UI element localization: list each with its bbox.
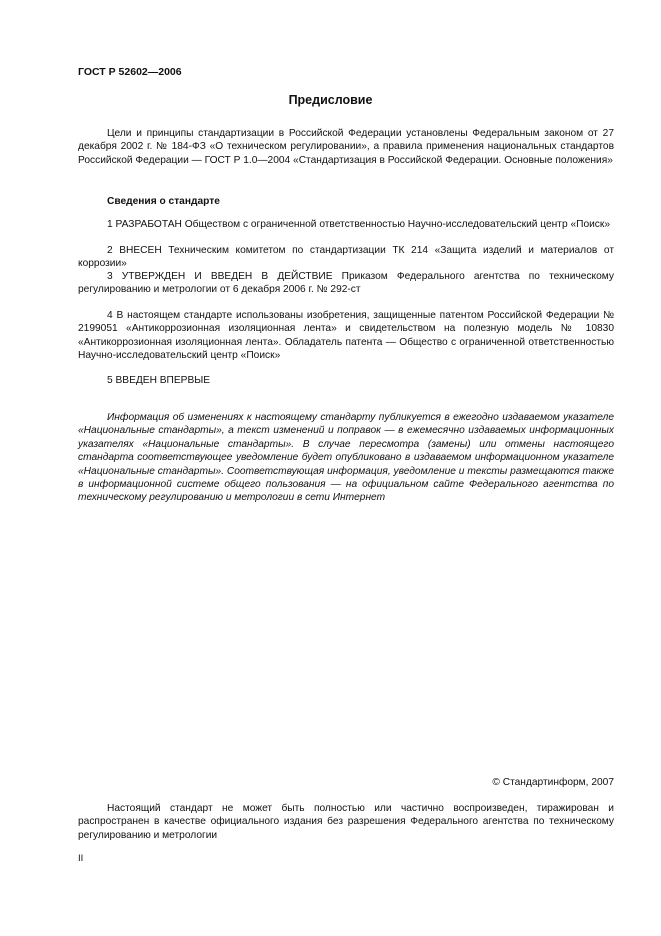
info-item-2: 2 ВНЕСЕН Техническим комитетом по стандартизации ТК 214 «Защита изделий и материалов от коррозии» xyxy=(78,245,614,270)
copyright-line: © Стандартинформ, 2007 xyxy=(492,777,614,788)
info-item-4: 4 В настоящем стандарте использованы изобретения, защищенные патентом Российской Федерации № 2199051 «Антикоррозионная изоляционная лента» и свидетельством на полезную модель № 10830 «Антикоррозионная изоляционная лента». Обладатель патента — Общество с ограниченной ответственностью Научно-исследовательский центр «Поиск» xyxy=(78,310,614,362)
page-number: II xyxy=(78,853,84,864)
page-title: Предисловие xyxy=(288,93,373,107)
info-item-3: 3 УТВЕРЖДЕН И ВВЕДЕН В ДЕЙСТВИЕ Приказом Федерального агентства по техническому регулированию и метрологии от 6 декабря 2006 г. № 292-ст xyxy=(78,271,614,296)
info-item-1: 1 РАЗРАБОТАН Обществом с ограниченной ответственностью Научно-исследовательский центр «Поиск» xyxy=(107,219,611,230)
intro-paragraph: Цели и принципы стандартизации в Российской Федерации установлены Федеральным законом от 27 декабря 2002 г. № 184-ФЗ «О техническом регулировании», а правила применения национальных стандартов Российской Федерации — ГОСТ Р 1.0—2004 «Стандартизация в Российской Федерации. Основные положения» xyxy=(78,128,614,166)
reproduction-notice: Настоящий стандарт не может быть полностью или частично воспроизведен, тиражирован и распространен в качестве официального издания без разрешения Федерального агентства по техническому регулированию и метрологии xyxy=(78,803,614,841)
standard-id-header: ГОСТ Р 52602—2006 xyxy=(78,66,182,78)
info-item-5: 5 ВВЕДЕН ВПЕРВЫЕ xyxy=(107,375,211,386)
notice-paragraph: Информация об изменениях к настоящему стандарту публикуется в ежегодно издаваемом указателе «Национальные стандарты», а текст изменений и поправок — в ежемесячно издаваемых информационных указателях «Национальные стандарты». В случае пересмотра (замены) или отмены настоящего стандарта соответствующее уведомление будет опубликовано в издаваемом информационном указателе «Национальные стандарты». Соответствующая информация, уведомление и тексты размещаются также в информационной системе общего пользования — на официальном сайте Федерального агентства по техническому регулированию и метрологии в сети Интернет xyxy=(78,412,614,504)
info-heading: Сведения о стандарте xyxy=(107,196,220,207)
